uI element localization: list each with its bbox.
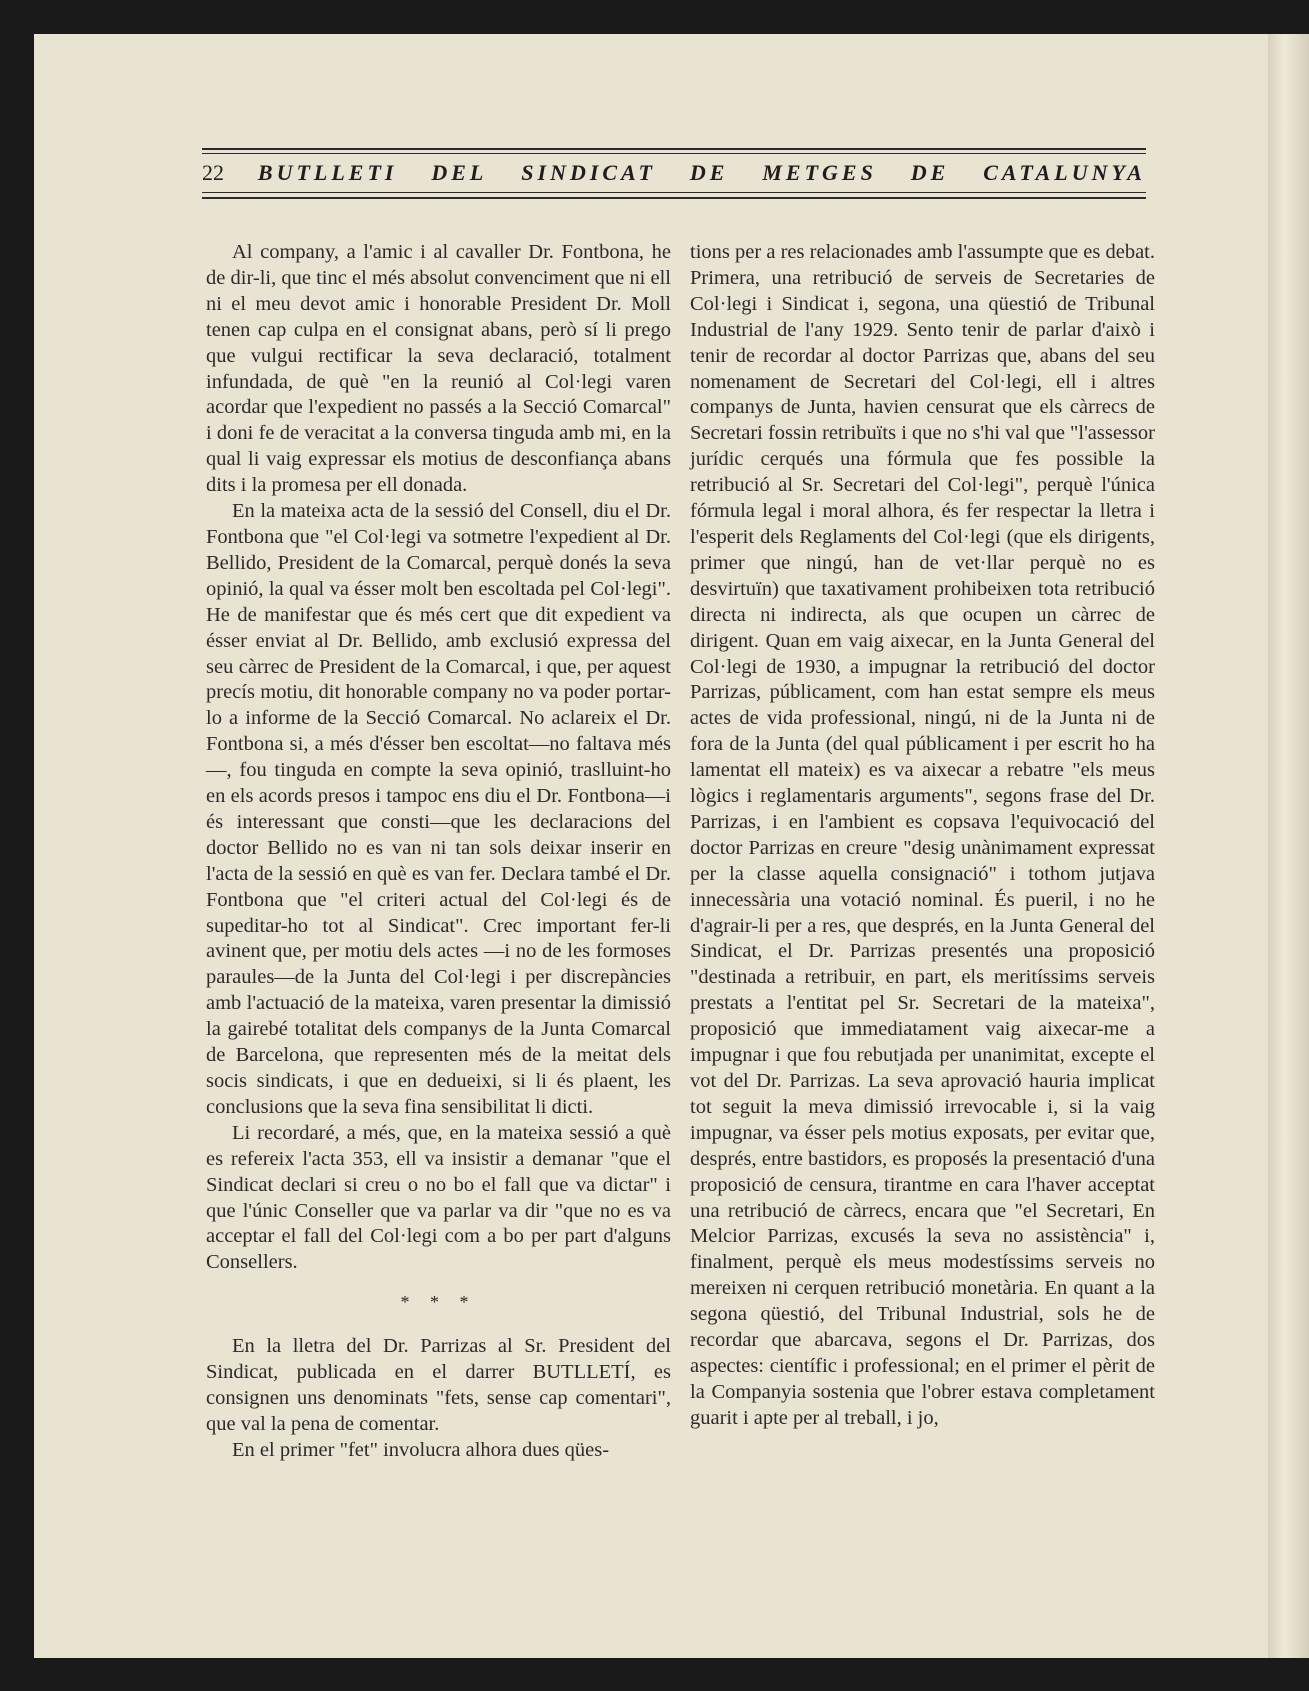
- paragraph: Li recordaré, a més, que, en la mateixa sessió a què es refereix l'acta 353, ell va insistir a demanar "que el Sindicat declari si creu o no bo el fall que va dictar" i que l'únic Conseller que va parlar va dir "que no es va acceptar el fall del Col·legi com a bo per part d'alguns Consellers.: [206, 1121, 671, 1274]
- page-number: 22: [202, 160, 224, 185]
- header-word: DEL: [431, 160, 488, 185]
- right-column: [690, 240, 1155, 1432]
- header-word: DE: [689, 160, 729, 185]
- paragraph: En la lletra del Dr. Parrizas al Sr. President del Sindicat, publicada en el darrer BUTLLETÍ, es consignen uns denominats "fets, sense cap comentari", que val la pena de comentar.: [206, 1335, 671, 1435]
- header-word: CATALUNYA: [983, 160, 1146, 185]
- paragraph: En el primer "fet" involucra alhora dues qües-: [232, 1438, 610, 1461]
- paragraph: En la mateixa acta de la sessió del Consell, diu el Dr. Fontbona que "el Col·legi va sotmetre l'expedient al Dr. Bellido, President de la Comarcal, perquè donés la seva opinió, la qual va ésser molt ben escoltada pel Col·legi". He de manifestar que és més cert que dit expedient va ésser enviat al Dr. Bellido, amb exclusió expressa del seu càrrec de President de la Comarcal, i que, per aquest precís motiu, dit honorable company no va poder portar-lo a informe de la Secció Comarcal. No aclareix el Dr. Fontbona si, a més d'ésser ben escoltat—no faltava més—, fou tinguda en compte la seva opinió, traslluint-ho en els acords presos i tampoc ens diu el Dr. Fontbona—i és interessant que consti—que les declaracions del doctor Bellido no es van ni tan sols deixar inserir en l'acta de la sessió en què es van fer. Declara també el Dr. Fontbona que "el criteri actual del Col·legi és de supeditar-ho tot al Sindicat". Crec important fer-li avinent que, per motiu dels actes —i no de les formoses paraules—de la Junta del Col·legi i per discrepàncies amb l'actuació de la mateixa, varen presentar la dimissió la gairebé totalitat dels companys de la Junta Comarcal de Barcelona, que representen més de la meitat dels socis sindicats, i que en dedueixi, si li és plaent, les conclusions que la seva fina sensibilitat li dicti.: [206, 500, 671, 1118]
- header-rule-bottom-thin: [202, 192, 1146, 193]
- header-row: [202, 158, 1146, 188]
- header-rule-top: [202, 148, 1146, 150]
- paragraph: tions per a res relacionades amb l'assumpte que es debat. Primera, una retribució de serveis de Secretaries de Col·legi i Sindicat i, segona, una qüestió de Tribunal Industrial de l'any 1929. Sento tenir de parlar d'això i tenir de recordar al doctor Parrizas que, abans del seu nomenament de Secretari del Col·legi, ell i altres companys de Junta, havien censurat que els càrrecs de Secretari fossin retribuïts i que no s'hi val que "l'assessor jurídic cerqués una fórmula que fes possible la retribució al Sr. Secretari del Col·legi", perquè l'única fórmula legal i moral alhora, és fer respectar la lletra i l'esperit dels Reglaments del Col·legi (que els dirigents, primer que ningú, han de vet·llar perquè no es desvirtuïn) que taxativament prohibeixen tota retribució directa ni indirecta, als que ocupen un càrrec de dirigent. Quan em vaig aixecar, en la Junta General del Col·legi de 1930, a impugnar la retribució del doctor Parrizas, públicament, com han estat sempre els meus actes de vida professional, ningú, ni de la Junta ni de fora de la Junta (del qual públicament i per escrit ho ha lamentat ell mateix) es va aixecar a rebatre "els meus lògics i reglamentaris arguments", segons frase del Dr. Parrizas, i en l'ambient es copsava l'equivocació del doctor Parrizas en creure "desig unànimament expressat per la classe aquella consignació" i tothom jutjava innecessària una votació nominal. És pueril, i no he d'agrair-li per a res, que després, en la Junta General del Sindicat, el Dr. Parrizas presentés una proposició "destinada a retribuir, en part, els meritíssims serveis prestats a l'entitat pel Sr. Secretari de la mateixa", proposició que immediatament vaig aixecar-me a impugnar i que fou rebutjada per unanimitat, excepte el vot del Dr. Parrizas. La seva aprovació hauria implicat tot seguit la meva dimissió irrevocable i, si la vaig impugnar, va ésser pels motius exposats, per evitar que, després, entre bastidors, es proposés la presentació d'una proposició de censura, tirantme en cara l'haver acceptat una retribució de càrrecs, encara que "el Secretari, En Melcior Parrizas, excusés la seva no assistència" i, finalment, perquè els meus modestíssims serveis no mereixen ni cerquen retribució monetària. En quant a la segona qüestió, del Tribunal Industrial, sols he de recordar que abarcava, segons el Dr. Parrizas, dos aspectes: científic i professional; en el primer el pèrit de la Companyia sostenia que l'obrer estava completament guarit i apte per al treball, i jo,: [690, 241, 1155, 1429]
- header-rule-top-thin: [202, 153, 1146, 154]
- running-header: [202, 148, 1146, 200]
- left-column: [206, 240, 671, 1464]
- header-rule-bottom: [202, 197, 1146, 199]
- header-word: DE: [910, 160, 950, 185]
- section-separator: * * *: [400, 1292, 477, 1313]
- header-word: METGES: [762, 160, 877, 185]
- header-word: SINDICAT: [521, 160, 656, 185]
- header-word: BUTLLETI: [257, 160, 398, 185]
- paragraph: Al company, a l'amic i al cavaller Dr. Fontbona, he de dir-li, que tinc el més absolut convenciment que ni ell ni el meu devot amic i honorable President Dr. Moll tenen cap culpa en el consignat abans, però sí li prego que vulgui rectificar la seva declaració, totalment infundada, de què "en la reunió al Col·legi varen acordar que l'expedient no passés a la Secció Comarcal" i doni fe de veracitat a la conversa tinguda amb mi, en la qual li vaig expressar els motius de desconfiança abans dits i la promesa per ell donada.: [206, 241, 671, 497]
- next-page-edge: [1268, 34, 1309, 1658]
